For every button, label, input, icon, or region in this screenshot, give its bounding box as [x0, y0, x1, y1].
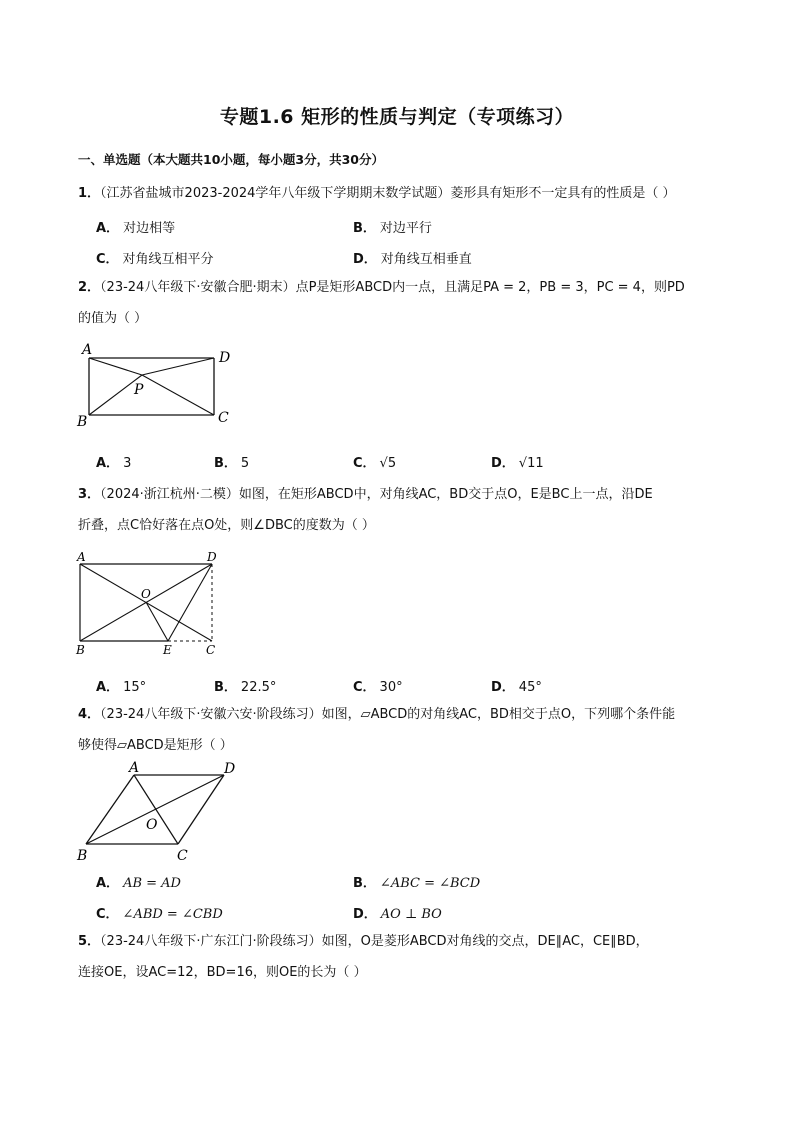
option-c: C． 30°: [353, 680, 403, 695]
page-title: 专题1.6 矩形的性质与判定（专项练习）: [219, 106, 575, 128]
option-a: A． AB = AD: [96, 876, 181, 891]
option-c: C． ∠ABD = ∠CBD: [96, 907, 223, 922]
label-e: E: [163, 643, 172, 657]
option-c: C． √5: [353, 456, 397, 471]
parallelogram-figure-q4: [74, 758, 254, 866]
label-p: P: [134, 382, 144, 398]
question-5: 5．（23-24八年级下·广东江门·阶段练习）如图，O是菱形ABCD对角线的交点，DE∥AC，CE∥BD， 连接OE，设AC=12，BD=16，则OE的长为（ ）: [78, 934, 649, 980]
label-a: A: [77, 550, 86, 564]
option-d: D． AO ⊥ BO: [353, 907, 442, 922]
label-a: A: [129, 760, 140, 776]
label-c: C: [218, 410, 229, 426]
label-b: B: [76, 643, 85, 657]
option-b: B． ∠ABC = ∠BCD: [353, 876, 481, 891]
option-a: A． 3: [96, 456, 132, 471]
label-d: D: [219, 350, 231, 366]
question-number: 1．: [78, 186, 101, 201]
option-b: B． 对边平行: [353, 221, 432, 236]
question-2: 2．（23-24八年级下·安徽合肥·期末）点P是矩形ABCD内一点，且满足PA = 2，PB = 3，PC = 4，则PD 的值为（ ）: [78, 280, 685, 326]
option-d: D． √11: [491, 456, 544, 471]
question-4: 4．（23-24八年级下·安徽六安·阶段练习）如图，▱ABCD的对角线AC，BD相交于点O，下列哪个条件能 够使得▱ABCD是矩形（ ）: [78, 707, 676, 753]
label-c: C: [206, 643, 216, 657]
option-a: A． 对边相等: [96, 221, 176, 236]
section-heading: 一、单选题（本大题共10小题，每小题3分，共30分）: [78, 152, 384, 167]
question-1: [78, 178, 723, 209]
label-o: O: [146, 817, 158, 833]
label-a: A: [82, 342, 93, 358]
option-d: D． 对角线互相垂直: [353, 252, 472, 267]
label-o: O: [141, 587, 151, 601]
option-c: C． 对角线互相平分: [96, 252, 214, 267]
option-a: A． 15°: [96, 680, 147, 695]
question-stem: （江苏省盐城市2023-2024学年八年级下学期期末数学试题）菱形具有矩形不一定具有的性质是（ ）: [100, 186, 676, 201]
label-b: B: [77, 848, 88, 864]
rectangle-fold-figure-q3: [72, 548, 232, 658]
option-b: B． 5: [214, 456, 250, 471]
label-d: D: [207, 550, 217, 564]
option-d: D． 45°: [491, 680, 542, 695]
label-d: D: [224, 761, 236, 777]
label-b: B: [77, 414, 88, 430]
rectangle-figure-q2: [74, 340, 244, 430]
label-c: C: [177, 848, 188, 864]
question-3: 3．（2024·浙江杭州·二模）如图，在矩形ABCD中，对角线AC，BD交于点O，E是BC上一点，沿DE 折叠，点C恰好落在点O处，则∠DBC的度数为（ ）: [78, 487, 653, 533]
option-b: B． 22.5°: [214, 680, 277, 695]
